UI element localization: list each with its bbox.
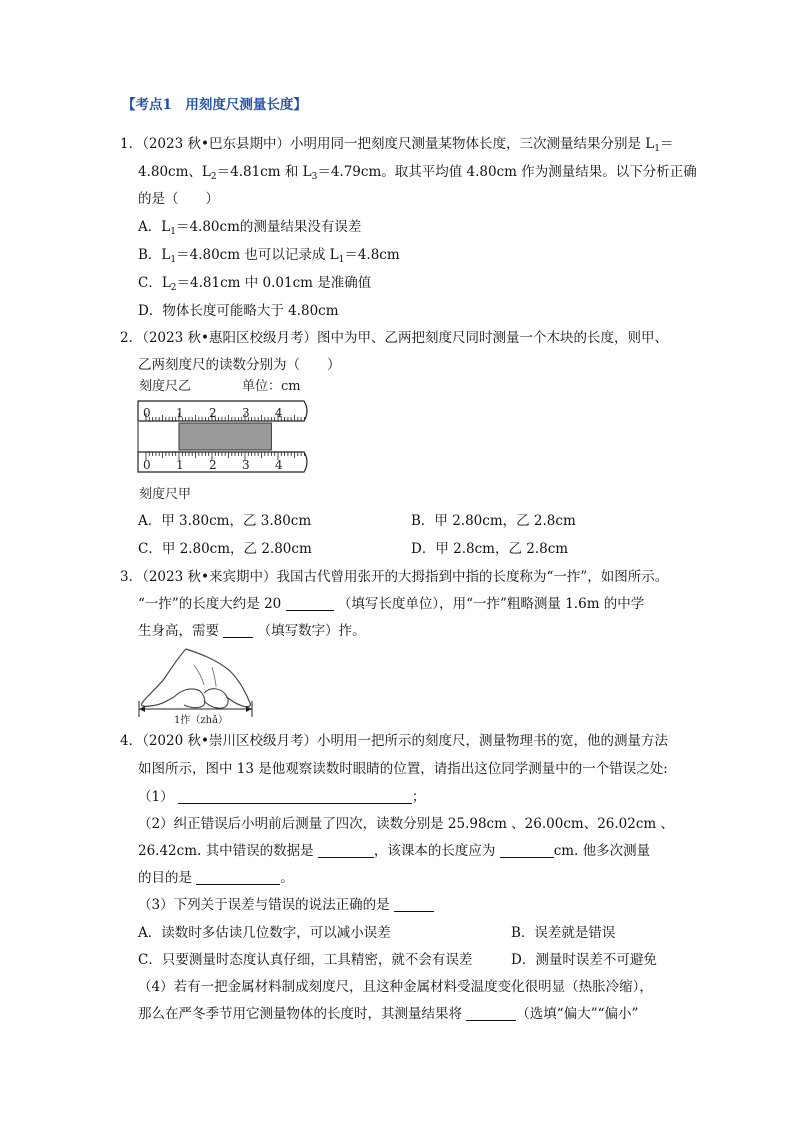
- hand-creases: [194, 665, 216, 687]
- question-3-line-1: 3．（2023 秋•来宾期中）我国古代曾用张开的大拇指到中指的长度称为“一拃”，如图所示。: [120, 569, 669, 585]
- wooden-block: [179, 423, 271, 450]
- hand-span-caption: 1拃（zhǎ）: [174, 715, 229, 725]
- question-1-line-2: 4.80cm、$L_2=4.81cm$ 和 $L_3=4.79cm$。取其平均值 4.80cm 作为测量结果。以下分析正确: [138, 164, 697, 182]
- ruler-top-tick-label: 2: [209, 406, 217, 420]
- answer-blank-result[interactable]: [466, 1006, 516, 1021]
- question-2-number: 2．: [120, 330, 143, 346]
- question-2-line-1: 2．（2023 秋•惠阳区校级月考）图中为甲、乙两把刻度尺同时测量一个木块的长度，则甲、: [120, 330, 668, 346]
- question-2-option-a[interactable]: A．甲 3.80cm，乙 3.80cm: [138, 513, 312, 529]
- ruler-top-label: 刻度尺乙: [139, 379, 192, 394]
- question-3-number: 3．: [120, 569, 143, 585]
- question-1-option-d[interactable]: D．物体长度可能略大于 4.80cm: [138, 303, 339, 319]
- question-4-option-a[interactable]: A．读数时多估读几位数字，可以减小误差: [138, 925, 391, 941]
- section-title: 【考点1 用刻度尺测量长度】: [122, 97, 307, 113]
- answer-blank-unit[interactable]: [286, 596, 334, 611]
- ruler-bottom-tick-label: 4: [275, 458, 283, 472]
- hand-thumb: [174, 689, 205, 708]
- question-4-part-2-line-3: 的目的是 。: [138, 870, 294, 886]
- ruler-top-tick-label: 3: [242, 406, 250, 420]
- question-1-option-b[interactable]: B．$L_1=4.80cm$ 也可以记录成 $L_1=4.8cm$: [138, 247, 400, 265]
- question-4-part-2-line-2: 26.42cm. 其中错误的数据是 ，该课本的长度应为 cm. 他多次测量: [138, 843, 651, 859]
- question-4-line-1: 4．（2020 秋•崇川区校级月考）小明用一把所示的刻度尺，测量物理书的宽，他的测量方法: [120, 733, 668, 749]
- question-4-number: 4．: [120, 733, 143, 749]
- question-1-line-1: 1．（2023 秋•巴东县期中）小明用同一把刻度尺测量某物体长度，三次测量结果分别是 $L_1=$: [120, 136, 674, 154]
- ruler-bottom-tick-label: 2: [209, 458, 217, 472]
- ruler-bottom-tick-label: 1: [176, 458, 184, 472]
- question-1-option-a[interactable]: A．$L_1=4.80cm$的测量结果没有误差: [138, 219, 362, 237]
- answer-blank-length[interactable]: [500, 843, 554, 858]
- question-4-part-2-line-1: （2）纠正错误后小明前后测量了四次，读数分别是 25.98cm 、26.00cm、26.02cm 、: [138, 816, 674, 832]
- question-4-part-4-line-2: 那么在严冬季节用它测量物体的长度时，其测量结果将 （选填“偏大”“偏小”: [138, 1006, 639, 1022]
- question-4-option-d[interactable]: D．测量时误差不可避免: [511, 952, 657, 968]
- question-4-part-4-line-1: （4）若有一把金属材料制成刻度尺，且这种金属材料受温度变化很明显（热胀冷缩），: [138, 979, 653, 995]
- hand-outline-right: [186, 649, 250, 707]
- question-3-line-2: “一拃”的长度大约是 20 （填写长度单位），用“一拃”粗略测量 1.6m 的中学: [138, 596, 645, 612]
- ruler-bottom-tick-label: 0: [143, 458, 151, 472]
- ruler-bottom-label: 刻度尺甲: [139, 487, 192, 502]
- question-1-line-3: 的是（ ）: [138, 191, 219, 207]
- question-2-option-c[interactable]: C．甲 2.80cm，乙 2.80cm: [138, 541, 312, 557]
- question-2-option-b[interactable]: B．甲 2.80cm，乙 2.8cm: [411, 513, 576, 529]
- answer-blank-error[interactable]: [178, 789, 412, 804]
- ruler-top-tick-label: 0: [143, 406, 151, 420]
- question-2-line-2: 乙两刻度尺的读数分别为（ ）: [138, 357, 341, 373]
- ruler-figure: [134, 378, 314, 504]
- question-4-part-1: （1） ；: [138, 789, 426, 805]
- answer-blank-choice[interactable]: [394, 897, 434, 912]
- question-3-line-3: 生身高，需要 （填写数字）拃。: [138, 623, 366, 639]
- question-4-option-b[interactable]: B．误差就是错误: [511, 925, 616, 941]
- hand-span-figure: [134, 645, 264, 725]
- ruler-unit-label: 单位：cm: [242, 379, 301, 394]
- answer-blank-wrong-data[interactable]: [318, 843, 374, 858]
- question-1-option-c[interactable]: C．$L_2=4.81cm$ 中 0.01cm 是准确值: [138, 275, 372, 293]
- question-4-option-c[interactable]: C．只要测量时态度认真仔细，工具精密，就不会有误差: [138, 952, 473, 968]
- hand-fingers: [204, 689, 228, 708]
- question-4-part-3: （3）下列关于误差与错误的说法正确的是: [138, 896, 434, 914]
- ruler-top-tick-label: 4: [275, 406, 283, 420]
- hand-outline-left: [141, 649, 186, 706]
- question-4-line-2: 如图所示，图中 13 是他观察读数时眼睛的位置，请指出这位同学测量中的一个错误之处:: [138, 761, 668, 777]
- ruler-bottom-tick-label: 3: [242, 458, 250, 472]
- question-2-option-d[interactable]: D．甲 2.8cm，乙 2.8cm: [411, 541, 569, 557]
- answer-blank-purpose[interactable]: [196, 870, 280, 885]
- ruler-top-tick-label: 1: [176, 406, 184, 420]
- question-1-number: 1．: [120, 136, 143, 152]
- answer-blank-count[interactable]: [223, 623, 253, 638]
